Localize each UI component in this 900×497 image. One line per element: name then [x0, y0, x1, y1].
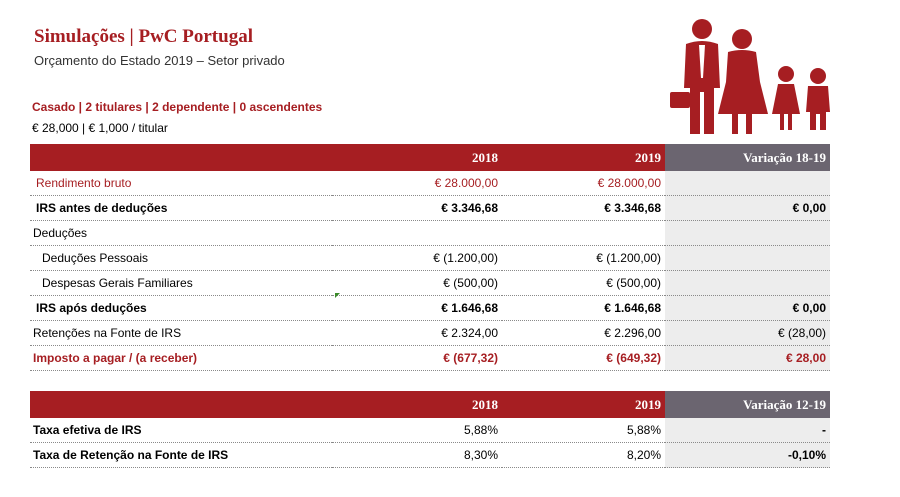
- table-row: [30, 221, 830, 246]
- household-profile: Casado | 2 titulares | 2 dependente | 0 ascendentes: [32, 100, 323, 114]
- header-2019: 2019: [502, 144, 665, 171]
- cell-variation: € 0,00: [665, 196, 830, 221]
- table-row: [30, 246, 830, 271]
- income-summary: € 28,000 | € 1,000 / titular: [32, 121, 168, 135]
- cell-variation: € (28,00): [665, 321, 830, 346]
- cell-variation: € 28,00: [665, 346, 830, 371]
- cell-2018: 8,30%: [332, 443, 502, 468]
- cell-variation: € 0,00: [665, 296, 830, 321]
- table-row: [30, 443, 830, 468]
- cell-2019: € 1.646,68: [502, 296, 665, 321]
- rates-table: [30, 391, 830, 468]
- cell-comment-marker: [335, 293, 340, 298]
- row-label: IRS antes de deduções: [30, 196, 332, 221]
- cell-2018: € 2.324,00: [332, 321, 502, 346]
- cell-2019: € (500,00): [502, 271, 665, 296]
- row-label: Deduções Pessoais: [30, 246, 332, 271]
- table-row: [30, 196, 830, 221]
- cell-variation: -0,10%: [665, 443, 830, 468]
- cell-variation: -: [665, 418, 830, 443]
- cell-2019: € (649,32): [502, 346, 665, 371]
- page-subtitle: Orçamento do Estado 2019 – Setor privado: [34, 53, 285, 68]
- header-label: [30, 391, 332, 418]
- cell-2018: € (677,32): [332, 346, 502, 371]
- row-label: Imposto a pagar / (a receber): [30, 346, 332, 371]
- table-row: [30, 296, 830, 321]
- header-2018: 2018: [332, 391, 502, 418]
- page-title: Simulações | PwC Portugal: [34, 26, 253, 47]
- header-label: [30, 144, 332, 171]
- cell-variation: [665, 221, 830, 246]
- row-label: Taxa efetiva de IRS: [30, 418, 332, 443]
- cell-2019: € 28.000,00: [502, 171, 665, 196]
- cell-variation: [665, 246, 830, 271]
- simulation-table: [30, 144, 830, 371]
- table-row: [30, 418, 830, 443]
- cell-2018: € (500,00): [332, 271, 502, 296]
- header-2019: 2019: [502, 391, 665, 418]
- cell-2019: 5,88%: [502, 418, 665, 443]
- cell-2019: 8,20%: [502, 443, 665, 468]
- cell-2019: € (1.200,00): [502, 246, 665, 271]
- table-row: [30, 346, 830, 371]
- cell-2019: € 2.296,00: [502, 321, 665, 346]
- cell-2019: [502, 221, 665, 246]
- row-label: IRS após deduções: [30, 296, 332, 321]
- cell-2018: 5,88%: [332, 418, 502, 443]
- table-header-row: [30, 391, 830, 418]
- row-label: Taxa de Retenção na Fonte de IRS: [30, 443, 332, 468]
- row-label: Despesas Gerais Familiares: [30, 271, 332, 296]
- row-label: Deduções: [30, 221, 332, 246]
- table-row: [30, 271, 830, 296]
- family-icon: [668, 18, 834, 136]
- cell-2018: € 3.346,68: [332, 196, 502, 221]
- row-label: Retenções na Fonte de IRS: [30, 321, 332, 346]
- cell-variation: [665, 271, 830, 296]
- table-row: [30, 321, 830, 346]
- header-variation: Variação 18-19: [665, 144, 830, 171]
- cell-2018: € (1.200,00): [332, 246, 502, 271]
- cell-2018: [332, 221, 502, 246]
- header-variation: Variação 12-19: [665, 391, 830, 418]
- cell-2018: € 28.000,00: [332, 171, 502, 196]
- cell-variation: [665, 171, 830, 196]
- cell-2018: € 1.646,68: [332, 296, 502, 321]
- header-2018: 2018: [332, 144, 502, 171]
- cell-2019: € 3.346,68: [502, 196, 665, 221]
- row-label: Rendimento bruto: [30, 171, 332, 196]
- table-header-row: [30, 144, 830, 171]
- table-row: [30, 171, 830, 196]
